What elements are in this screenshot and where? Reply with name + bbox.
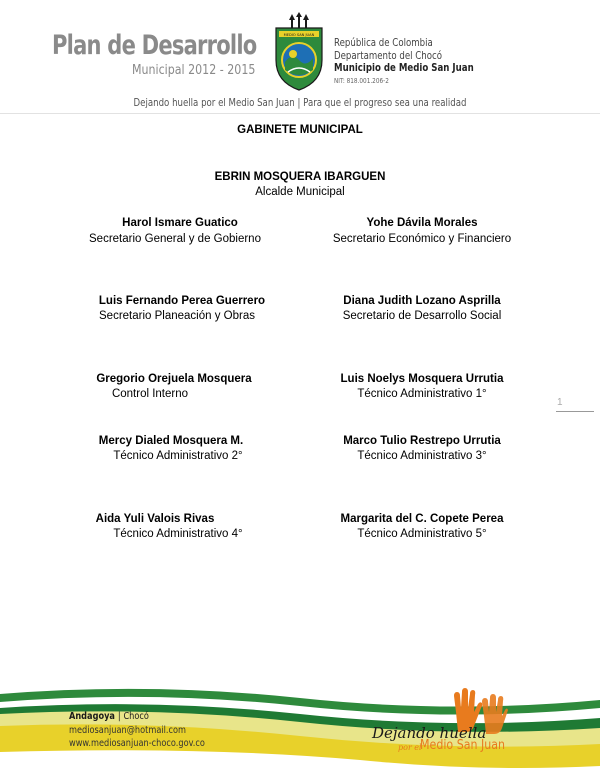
section-title: GABINETE MUNICIPAL: [237, 124, 363, 136]
footer-email[interactable]: mediosanjuan@hotmail.com: [69, 725, 187, 736]
header-divider: [0, 113, 600, 114]
plan-title: Plan de Desarrollo: [52, 30, 257, 61]
member-role: Secretario Planeación y Obras: [99, 310, 255, 322]
municipal-crest: [270, 12, 328, 92]
page-number-rule: [556, 411, 594, 412]
footer-slogan: Dejando huella: [372, 724, 487, 742]
mayor-role: Alcalde Municipal: [255, 186, 345, 198]
nit-line: NIT: 818.001.206-2: [334, 77, 389, 85]
plan-subtitle: Municipal 2012 - 2015: [132, 63, 256, 78]
member-name: Diana Judith Lozano Asprilla: [343, 295, 501, 307]
footer-slogan-small: por el: [398, 743, 422, 752]
member-name: Marco Tulio Restrepo Urrutia: [343, 435, 501, 447]
department-line: Departamento del Chocó: [334, 50, 443, 62]
member-name: Mercy Dialed Mosquera M.: [98, 435, 244, 447]
member-name: Luis Noelys Mosquera Urrutia: [340, 373, 504, 385]
crest-label: MEDIO SAN JUAN: [283, 33, 315, 37]
member-name: Harol Ismare Guatico: [122, 217, 238, 229]
municipality-line: Municipio de Medio San Juan: [334, 62, 474, 74]
header-motto-text: Dejando huella por el Medio San Juan | Para que el progreso sea una realidad: [133, 97, 467, 109]
header-motto: [0, 97, 600, 109]
member-role: Técnico Administrativo 4°: [113, 528, 243, 540]
member-name: Yohe Dávila Morales: [366, 217, 478, 229]
member-role: Técnico Administrativo 3°: [357, 450, 487, 462]
member-name: Aida Yuli Valois Rivas: [95, 513, 215, 525]
footer-website[interactable]: www.mediosanjuan-choco.gov.co: [69, 738, 205, 749]
page-number: 1: [557, 397, 563, 408]
member-role: Secretario Económico y Financiero: [332, 233, 512, 245]
member-role: Técnico Administrativo 5°: [357, 528, 487, 540]
mayor-name: EBRIN MOSQUERA IBARGUEN: [214, 171, 386, 183]
member-role: Técnico Administrativo 1°: [357, 388, 487, 400]
member-role: Control Interno: [111, 388, 189, 400]
member-role: Secretario de Desarrollo Social: [342, 310, 502, 322]
member-role: Secretario General y de Gobierno: [89, 233, 261, 245]
footer-separator: |: [117, 711, 121, 722]
footer-slogan-place: Medio San Juan: [420, 738, 506, 753]
member-name: Margarita del C. Copete Perea: [340, 513, 504, 525]
member-name: Luis Fernando Perea Guerrero: [98, 295, 266, 307]
republic-line: República de Colombia: [334, 37, 433, 49]
footer-town-name: Andagoya: [69, 711, 115, 722]
member-role: Técnico Administrativo 2°: [113, 450, 243, 462]
footer-town: [69, 711, 149, 722]
footer-region: Chocó: [123, 711, 149, 722]
member-name: Gregorio Orejuela Mosquera: [96, 373, 252, 385]
